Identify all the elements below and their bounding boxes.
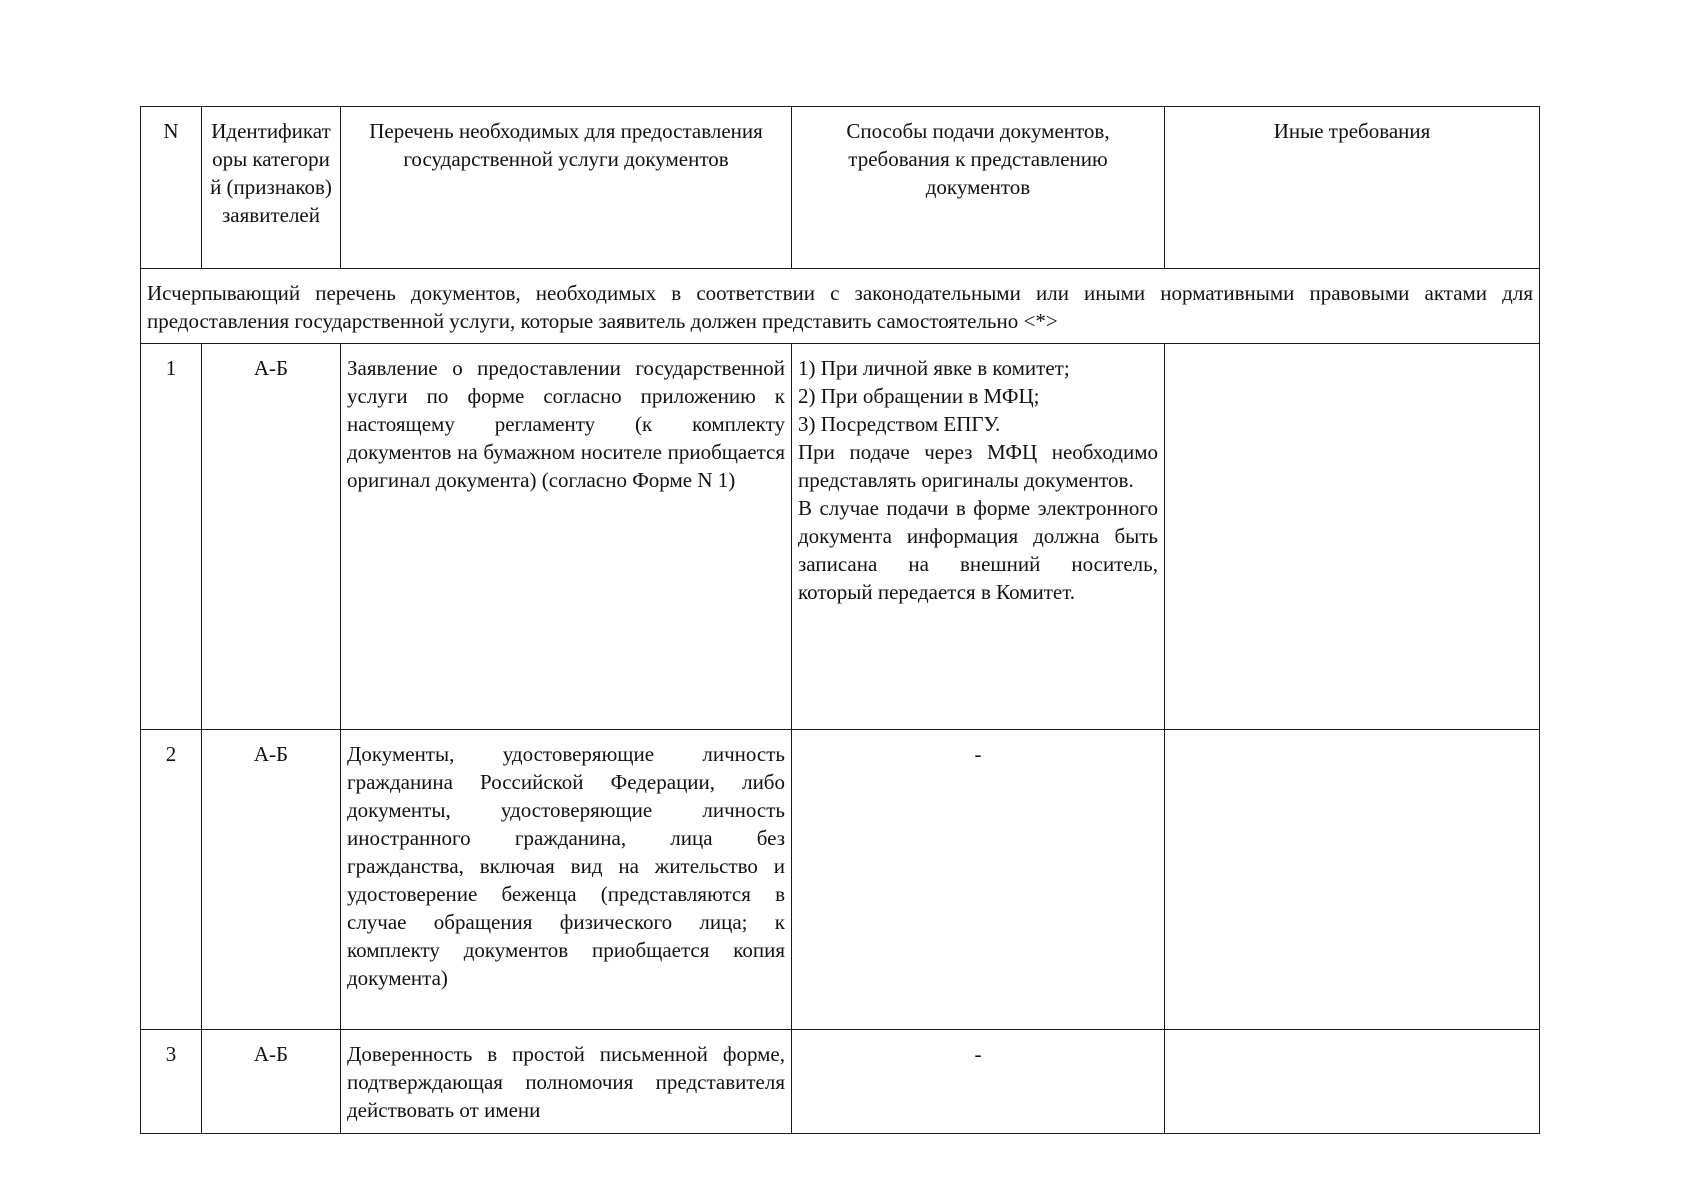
row-methods [792, 344, 1165, 730]
table-row [141, 730, 1540, 1030]
method-line: В случае подачи в форме электронного документа информация должна быть записана на внешний носитель, который передается в Комитет. [798, 496, 1158, 604]
row-other [1165, 730, 1540, 1030]
row-number: 2 [141, 730, 202, 1030]
row-document: Доверенность в простой письменной форме, подтверждающая полномочия представителя действовать от имени [341, 1030, 792, 1134]
row-document: Заявление о предоставлении государственной услуги по форме согласно приложению к настоящему регламенту (к комплекту документов на бумажном носителе приобщается оригинал документа) (согласно Форме N 1) [341, 344, 792, 730]
header-num: N [141, 107, 202, 269]
method-line: При подаче через МФЦ необходимо представлять оригиналы документов. [798, 440, 1158, 492]
row-methods: - [792, 730, 1165, 1030]
row-methods: - [792, 1030, 1165, 1134]
header-documents: Перечень необходимых для предоставления государственной услуги документов [341, 107, 792, 269]
row-number: 1 [141, 344, 202, 730]
header-other: Иные требования [1165, 107, 1540, 269]
method-line: 3) Посредством ЕПГУ. [798, 412, 1001, 436]
table-header-row [141, 107, 1540, 269]
document-page [140, 106, 1533, 1134]
row-number: 3 [141, 1030, 202, 1134]
section-title: Исчерпывающий перечень документов, необходимых в соответствии с законодательными или иными нормативными правовыми актами для предоставления государственной услуги, которые заявитель должен представить самостоятельно <*> [141, 269, 1540, 344]
method-line: 1) При личной явке в комитет; [798, 356, 1070, 380]
row-other [1165, 344, 1540, 730]
table-row [141, 344, 1540, 730]
row-document: Документы, удостоверяющие личность гражданина Российской Федерации, либо документы, удостоверяющие личность иностранного гражданина, лица без гражданства, включая вид на жительство и удостоверение беженца (представляются в случае обращения физического лица; к комплекту документов приобщается копия документа) [341, 730, 792, 1030]
documents-table [140, 106, 1540, 1134]
section-title-row [141, 269, 1540, 344]
row-identifier: А-Б [202, 1030, 341, 1134]
row-other [1165, 1030, 1540, 1134]
row-identifier: А-Б [202, 344, 341, 730]
row-identifier: А-Б [202, 730, 341, 1030]
header-identifiers: Идентификаторы категорий (признаков) заявителей [202, 107, 341, 269]
method-line: 2) При обращении в МФЦ; [798, 384, 1040, 408]
header-methods: Способы подачи документов, требования к представлению документов [792, 107, 1165, 269]
table-row [141, 1030, 1540, 1134]
